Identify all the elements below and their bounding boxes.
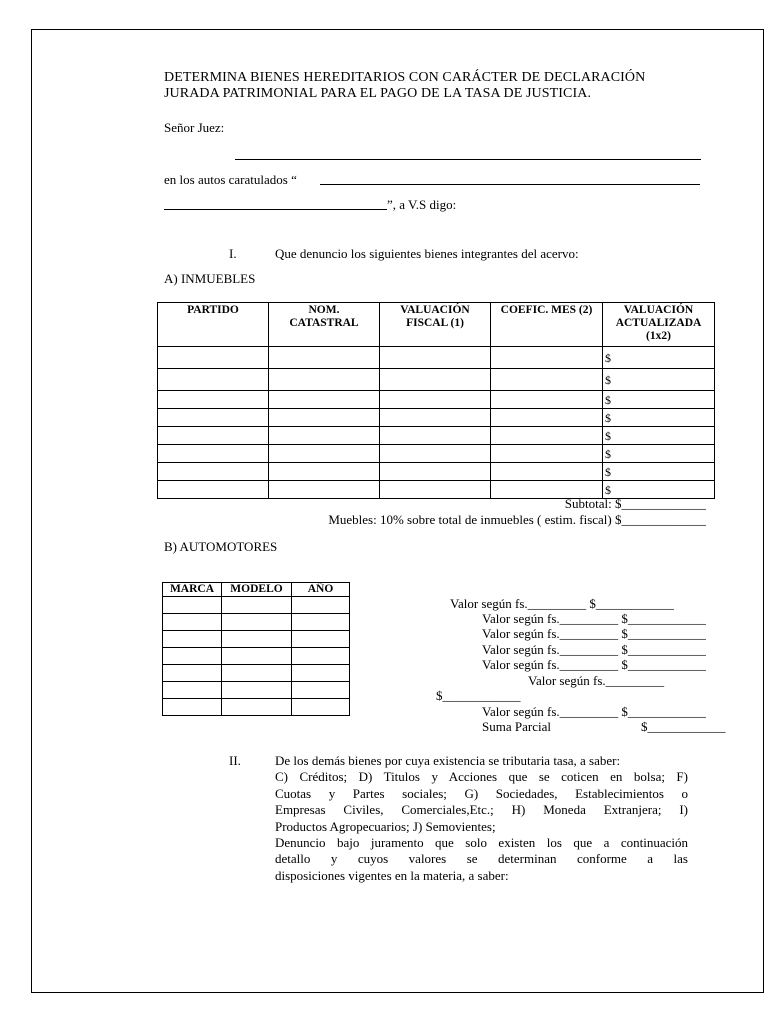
automotores-cell — [292, 614, 350, 631]
automotores-row — [163, 631, 350, 648]
automotores-cell — [163, 631, 222, 648]
inmuebles-cell — [158, 445, 269, 463]
caratulados-prefix: en los autos caratulados “ — [164, 172, 297, 187]
inmuebles-cell — [380, 427, 491, 445]
section-ii-line-6: Denuncio bajo juramento que solo existen los que a continuación — [275, 835, 688, 851]
col-valuacion-fiscal-text: VALUACIÓN FISCAL (1) — [400, 304, 470, 329]
col-nom-catastral-text: NOM. CATASTRAL — [289, 304, 359, 329]
document-title-line-1: DETERMINA BIENES HEREDITARIOS CON CARÁCTER DE DECLARACIÓN — [164, 70, 646, 85]
inmuebles-cell — [380, 445, 491, 463]
automotores-cell — [222, 631, 292, 648]
currency-symbol: $ — [605, 350, 611, 365]
inmuebles-cell — [158, 347, 269, 369]
automotores-cell — [222, 648, 292, 665]
inmuebles-cell — [158, 463, 269, 481]
automotores-cell — [292, 665, 350, 682]
inmuebles-cell — [269, 427, 380, 445]
inmuebles-cell — [380, 369, 491, 391]
col-modelo: MODELO — [222, 583, 292, 597]
document-title-line-2: JURADA PATRIMONIAL PARA EL PAGO DE LA TASA DE JUSTICIA. — [164, 86, 592, 101]
inmuebles-cell — [491, 463, 603, 481]
automotores-cell — [222, 614, 292, 631]
col-anio: AÑO — [292, 583, 350, 597]
valor-line-6-amount: $____________ — [436, 688, 521, 703]
suma-parcial-amount: $____________ — [641, 719, 726, 734]
inmuebles-cell — [491, 427, 603, 445]
automotores-row — [163, 699, 350, 716]
caratulados-blank-line — [320, 184, 700, 185]
closing-phrase: ”, a V.S digo: — [387, 197, 457, 212]
valuacion-actualizada-cell — [603, 347, 715, 369]
inmuebles-row — [158, 427, 715, 445]
inmuebles-cell — [380, 481, 491, 499]
section-i-text: Que denuncio los siguientes bienes integrantes del acervo: — [275, 246, 579, 261]
automotores-cell — [163, 648, 222, 665]
valuacion-actualizada-cell — [603, 427, 715, 445]
inmuebles-cell — [269, 391, 380, 409]
inmuebles-cell — [269, 369, 380, 391]
inmuebles-row — [158, 391, 715, 409]
automotores-cell — [222, 682, 292, 699]
currency-symbol: $ — [605, 446, 611, 461]
section-i-number: I. — [229, 246, 237, 261]
salutation: Señor Juez: — [164, 120, 225, 135]
currency-symbol: $ — [605, 464, 611, 479]
automotores-row — [163, 614, 350, 631]
valuacion-actualizada-cell — [603, 409, 715, 427]
inmuebles-row — [158, 409, 715, 427]
section-ii-line-3: Cuotas y Partes sociales; G) Sociedades, Establecimientos o — [275, 785, 688, 801]
valuacion-actualizada-cell — [603, 445, 715, 463]
name-blank-line — [235, 159, 701, 160]
automotores-cell — [163, 699, 222, 716]
section-ii-number: II. — [229, 753, 241, 768]
inmuebles-cell — [158, 427, 269, 445]
automotores-row — [163, 597, 350, 614]
section-ii-line-7: detallo y cuyos valores se determinan conforme a las — [275, 851, 688, 867]
inmuebles-cell — [269, 463, 380, 481]
automotores-cell — [222, 699, 292, 716]
inmuebles-cell — [491, 347, 603, 369]
automotores-cell — [292, 597, 350, 614]
inmuebles-table — [157, 302, 715, 499]
inmuebles-header-row — [158, 303, 715, 347]
inmuebles-row — [158, 369, 715, 391]
inmuebles-cell — [491, 409, 603, 427]
inmuebles-cell — [158, 481, 269, 499]
automotores-cell — [292, 699, 350, 716]
valor-line-4: Valor según fs._________ $____________ — [482, 642, 706, 657]
muebles-line: Muebles: 10% sobre total de inmuebles ( estim. fiscal) $_____________ — [328, 512, 706, 527]
inmuebles-heading: A) INMUEBLES — [164, 271, 256, 286]
section-ii-line-8: disposiciones vigentes en la materia, a saber: — [275, 867, 509, 883]
col-valuacion-actualizada — [603, 303, 715, 347]
valor-line-7: Valor según fs._________ $____________ — [482, 704, 706, 719]
inmuebles-cell — [269, 445, 380, 463]
valuacion-actualizada-cell — [603, 463, 715, 481]
col-nom-catastral — [269, 303, 380, 347]
section-ii-line-1: De los demás bienes por cuya existencia se tributaria tasa, a saber: — [275, 753, 621, 768]
section-ii-line-2: C) Créditos; D) Titulos y Acciones que se coticen en bolsa; F) — [275, 769, 688, 785]
col-valuacion-fiscal — [380, 303, 491, 347]
section-ii-line-5: Productos Agropecuarios; J) Semovientes; — [275, 818, 496, 834]
col-marca: MARCA — [163, 583, 222, 597]
col-coefic-mes-text: COEFIC. MES (2) — [500, 304, 593, 316]
automotores-cell — [222, 665, 292, 682]
inmuebles-cell — [158, 391, 269, 409]
inmuebles-cell — [269, 481, 380, 499]
currency-symbol: $ — [605, 410, 611, 425]
inmuebles-cell — [491, 445, 603, 463]
inmuebles-cell — [269, 347, 380, 369]
automotores-heading: B) AUTOMOTORES — [164, 539, 278, 554]
inmuebles-cell — [380, 347, 491, 369]
col-valuacion-actualizada-text: VALUACIÓN ACTUALIZADA (1x2) — [615, 304, 702, 342]
valor-line-3: Valor según fs._________ $____________ — [482, 626, 706, 641]
inmuebles-cell — [380, 391, 491, 409]
inmuebles-cell — [158, 369, 269, 391]
valuacion-actualizada-cell — [603, 369, 715, 391]
caratulados-blank-line-2 — [164, 209, 387, 210]
valor-line-5: Valor según fs._________ $____________ — [482, 657, 706, 672]
inmuebles-cell — [380, 463, 491, 481]
automotores-cell — [163, 614, 222, 631]
section-ii-paragraph — [275, 753, 688, 884]
col-partido: PARTIDO — [158, 303, 269, 347]
inmuebles-cell — [158, 409, 269, 427]
currency-symbol: $ — [605, 372, 611, 387]
section-ii-line-4: Empresas Civiles, Comerciales,Etc.; H) Moneda Extranjera; I) — [275, 802, 688, 818]
automotores-cell — [163, 682, 222, 699]
inmuebles-row — [158, 445, 715, 463]
currency-symbol: $ — [605, 392, 611, 407]
currency-symbol: $ — [605, 482, 611, 497]
automotores-row — [163, 665, 350, 682]
col-coefic-mes — [491, 303, 603, 347]
suma-parcial-label: Suma Parcial — [482, 719, 551, 734]
valor-line-2: Valor según fs._________ $____________ — [482, 611, 706, 626]
currency-symbol: $ — [605, 428, 611, 443]
automotores-cell — [292, 631, 350, 648]
automotores-cell — [292, 648, 350, 665]
automotores-cell — [163, 665, 222, 682]
valuacion-actualizada-cell — [603, 391, 715, 409]
valor-line-6: Valor según fs._________ — [528, 673, 665, 688]
inmuebles-cell — [491, 391, 603, 409]
inmuebles-row — [158, 347, 715, 369]
automotores-row — [163, 682, 350, 699]
inmuebles-cell — [491, 369, 603, 391]
automotores-header-row — [163, 583, 350, 597]
inmuebles-cell — [269, 409, 380, 427]
valor-line-1: Valor según fs._________ $____________ — [450, 596, 674, 611]
subtotal-line: Subtotal: $_____________ — [564, 496, 706, 511]
automotores-cell — [222, 597, 292, 614]
automotores-row — [163, 648, 350, 665]
automotores-cell — [163, 597, 222, 614]
automotores-cell — [292, 682, 350, 699]
inmuebles-cell — [380, 409, 491, 427]
automotores-table — [162, 582, 350, 716]
inmuebles-row — [158, 463, 715, 481]
